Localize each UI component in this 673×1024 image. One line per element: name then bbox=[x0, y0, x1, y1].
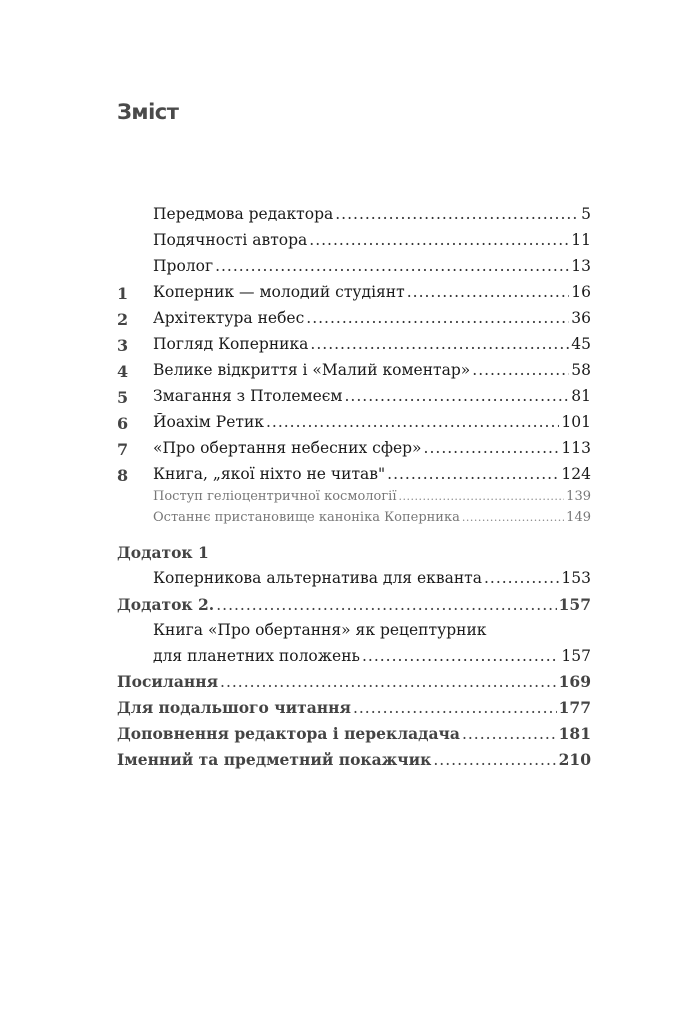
chapter-number: 4 bbox=[117, 362, 129, 381]
toc-entry-references[interactable] bbox=[117, 672, 591, 691]
dot-leader bbox=[424, 439, 560, 457]
appendix-1-heading[interactable]: Додаток 1 bbox=[117, 543, 209, 562]
chapter-number: 7 bbox=[117, 440, 129, 459]
toc-entry-page: 113 bbox=[561, 439, 591, 457]
toc-entry-chapter-6[interactable] bbox=[153, 413, 591, 431]
toc-entry-chapter-8[interactable] bbox=[153, 465, 591, 483]
page-title: Зміст bbox=[117, 100, 179, 124]
toc-entry-page: 169 bbox=[558, 672, 591, 691]
toc-entry-chapter-4[interactable] bbox=[153, 361, 591, 379]
dot-leader bbox=[216, 596, 556, 614]
toc-entry-page: 101 bbox=[561, 413, 591, 431]
dot-leader bbox=[362, 647, 559, 665]
toc-entry-page: 181 bbox=[558, 724, 591, 743]
chapter-number: 1 bbox=[117, 284, 129, 303]
toc-entry-page: 177 bbox=[558, 698, 591, 717]
toc-entry-chapter-2[interactable] bbox=[153, 309, 591, 327]
toc-entry-prologue[interactable] bbox=[153, 257, 591, 275]
toc-entry-page: 139 bbox=[566, 489, 591, 504]
toc-entry-label: Архітектура небес bbox=[153, 309, 305, 327]
toc-entry-page: 16 bbox=[571, 283, 591, 301]
dot-leader bbox=[335, 205, 579, 223]
toc-entry-label: «Про обертання небесних сфер» bbox=[153, 439, 422, 457]
dot-leader bbox=[266, 413, 559, 431]
toc-entry-appendix-2[interactable] bbox=[117, 595, 591, 614]
dot-leader bbox=[484, 569, 559, 587]
appendix-2-title-line-1[interactable]: Книга «Про обертання» як рецептурник bbox=[153, 621, 487, 639]
toc-subentry-heliocentric[interactable] bbox=[153, 489, 591, 504]
dot-leader bbox=[353, 699, 557, 717]
chapter-number: 8 bbox=[117, 466, 129, 485]
toc-entry-page: 157 bbox=[558, 595, 591, 614]
dot-leader bbox=[309, 231, 569, 249]
toc-entry-page: 11 bbox=[571, 231, 591, 249]
toc-entry-label: Коперникова альтернатива для екванта bbox=[153, 569, 482, 587]
toc-entry-page: 157 bbox=[561, 647, 591, 665]
toc-entry-appendix-2-line-2[interactable] bbox=[153, 647, 591, 665]
toc-entry-label: Змагання з Птолемеєм bbox=[153, 387, 343, 405]
toc-entry-label: Поступ геліоцентричної космології bbox=[153, 489, 397, 504]
toc-entry-page: 58 bbox=[571, 361, 591, 379]
toc-entry-label: Посилання bbox=[117, 672, 219, 691]
toc-entry-label: Іменний та предметний покажчик bbox=[117, 750, 432, 769]
toc-entry-page: 149 bbox=[566, 510, 591, 525]
toc-entry-index[interactable] bbox=[117, 750, 591, 769]
toc-entry-page: 5 bbox=[581, 205, 591, 223]
toc-entry-label: Подячності автора bbox=[153, 231, 308, 249]
toc-entry-chapter-5[interactable] bbox=[153, 387, 591, 405]
toc-entry-page: 153 bbox=[561, 569, 591, 587]
toc-entry-page: 13 bbox=[571, 257, 591, 275]
toc-entry-label: Йоахім Ретик bbox=[153, 413, 264, 431]
toc-entry-further-reading[interactable] bbox=[117, 698, 591, 717]
toc-entry-label: для планетних положень bbox=[153, 647, 360, 665]
toc-entry-page: 45 bbox=[571, 335, 591, 353]
toc-entry-page: 210 bbox=[558, 750, 591, 769]
toc-entry-label: Коперник — молодий студіянт bbox=[153, 283, 405, 301]
chapter-number: 2 bbox=[117, 310, 129, 329]
dot-leader bbox=[310, 335, 569, 353]
toc-entry-page: 124 bbox=[561, 465, 591, 483]
dot-leader bbox=[433, 751, 556, 769]
toc-entry-label: Останнє пристановище каноніка Коперника bbox=[153, 510, 460, 525]
toc-entry-preface[interactable] bbox=[153, 205, 591, 223]
toc-entry-label: Доповнення редактора і перекладача bbox=[117, 724, 460, 743]
dot-leader bbox=[344, 387, 569, 405]
toc-entry-chapter-3[interactable] bbox=[153, 335, 591, 353]
dot-leader bbox=[306, 309, 569, 327]
toc-entry-editor-additions[interactable] bbox=[117, 724, 591, 743]
toc-entry-acknowledgements[interactable] bbox=[153, 231, 591, 249]
toc-entry-chapter-7[interactable] bbox=[153, 439, 591, 457]
dot-leader bbox=[387, 465, 559, 483]
toc-entry-page: 36 bbox=[571, 309, 591, 327]
dot-leader bbox=[398, 490, 564, 503]
toc-entry-chapter-1[interactable] bbox=[153, 283, 591, 301]
toc-entry-label: Додаток 2. bbox=[117, 595, 215, 614]
dot-leader bbox=[215, 257, 569, 275]
dot-leader bbox=[220, 673, 557, 691]
toc-entry-label: Для подальшого читання bbox=[117, 698, 351, 717]
dot-leader bbox=[462, 725, 557, 743]
toc-entry-label: Передмова редактора bbox=[153, 205, 334, 223]
chapter-number: 5 bbox=[117, 388, 129, 407]
toc-entry-label: Велике відкриття і «Малий коментар» bbox=[153, 361, 471, 379]
dot-leader bbox=[407, 283, 570, 301]
chapter-number: 3 bbox=[117, 336, 129, 355]
dot-leader bbox=[462, 511, 564, 524]
toc-entry-appendix-1[interactable] bbox=[153, 569, 591, 587]
toc-entry-label: Погляд Коперника bbox=[153, 335, 309, 353]
toc-entry-page: 81 bbox=[571, 387, 591, 405]
toc-entry-label: Книга, „якої ніхто не читав" bbox=[153, 465, 386, 483]
toc-entry-label: Пролог bbox=[153, 257, 214, 275]
dot-leader bbox=[472, 361, 569, 379]
chapter-number: 6 bbox=[117, 414, 129, 433]
toc-subentry-last-refuge[interactable] bbox=[153, 510, 591, 525]
